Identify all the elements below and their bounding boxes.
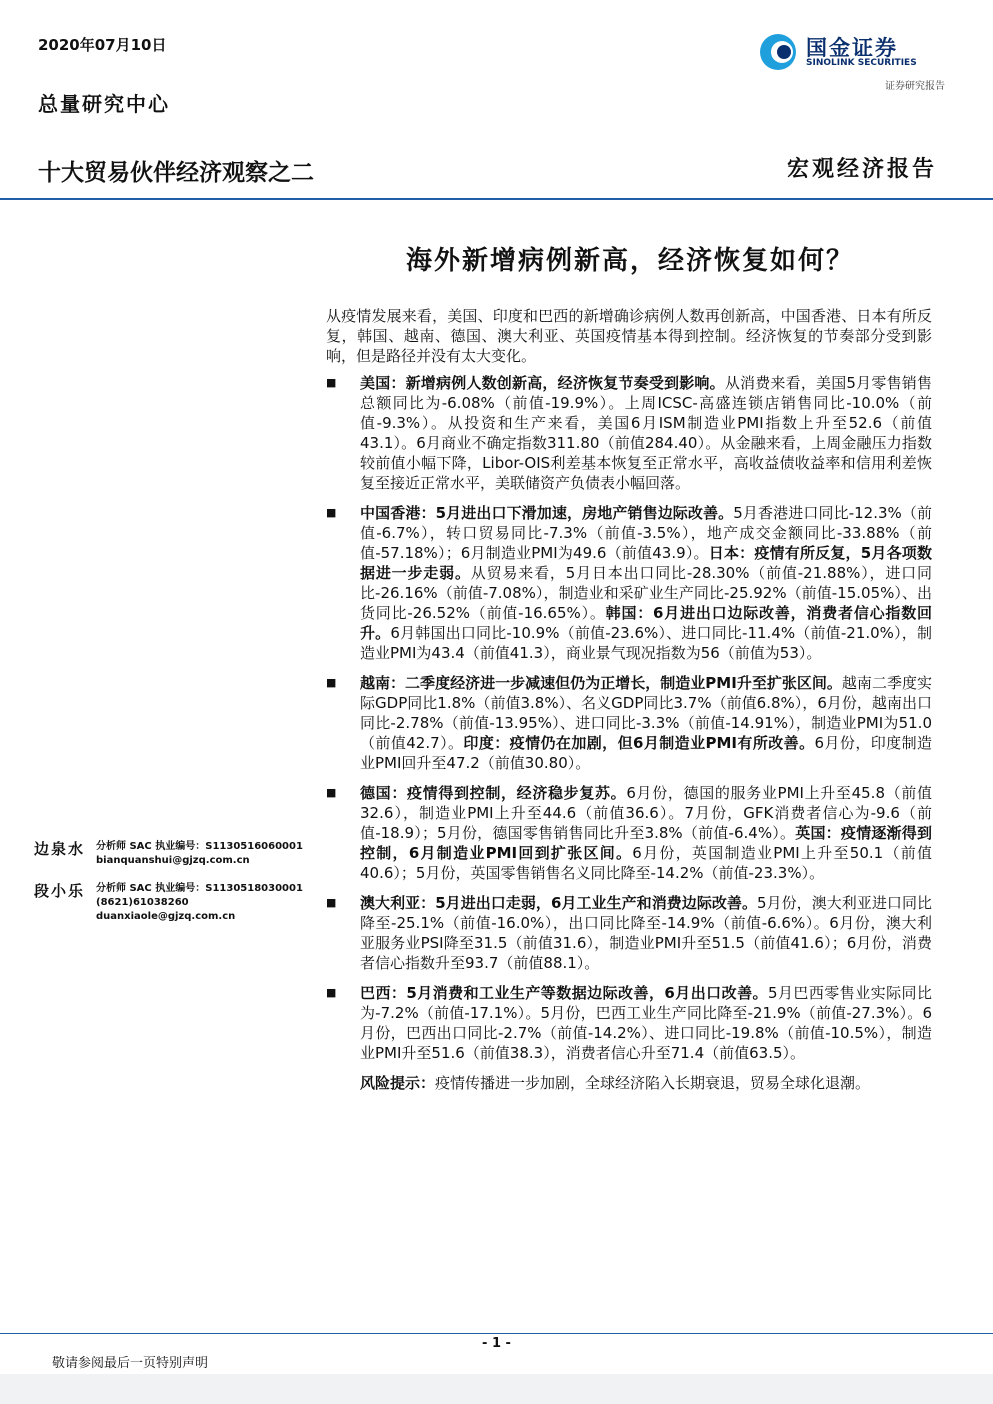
- analyst-contact: duanxiaole@gjzq.com.cn: [96, 911, 236, 922]
- department-name: 总量研究中心: [38, 92, 170, 116]
- bullet-body: 5月巴西零售业实际同比为-7.2%（前值-17.1%）。5月份，巴西工业生产同比降至-21.9%（前值-27.3%）。6月份，巴西出口同比-2.7%（前值-14.2%）、进口同比-19.8%（前值-10.5%），制造业PMI升至51.6（前值38.3），消费者信心升至71.4（前值63.5）。: [360, 984, 932, 1062]
- analyst-entry: [34, 840, 319, 868]
- bullet-heading: 德国：疫情得到控制，经济稳步复苏。: [360, 784, 627, 802]
- bullet-square-icon: ■: [326, 786, 337, 799]
- bullet-square-icon: ■: [326, 896, 337, 909]
- bullet-heading: 越南：二季度经济进一步减速但仍为正增长，制造业PMI升至扩张区间。: [360, 674, 842, 692]
- report-type: 宏观经济报告: [786, 157, 937, 182]
- bullet-item: [326, 673, 932, 773]
- logo-text-en: SINOLINK SECURITIES: [806, 58, 917, 68]
- header-divider: [0, 198, 993, 200]
- bullet-item: [326, 783, 932, 883]
- report-category-label: 证券研究报告: [885, 81, 945, 92]
- report-date: 2020年07月10日: [38, 36, 167, 54]
- bullet-text: [360, 783, 932, 883]
- report-body: [326, 306, 932, 1093]
- bullet-body: 从贸易来看，5月日本出口同比-28.30%（前值-21.88%），进口同比-26.16%（前值-7.08%），制造业和采矿业生产同比-25.92%（前值-15.05%）、出货同比-26.52%（前值-16.65%）。: [360, 564, 932, 622]
- bullet-item: [326, 503, 932, 663]
- bullet-body: 5月香港进口同比-12.3%（前值-6.7%），转口贸易同比-7.3%（前值-3.5%），地产成交金额同比-33.88%（前值-57.18%）；6月制造业PMI为49.6（前值43.9）。: [360, 504, 932, 562]
- bullet-heading: 印度：疫情仍在加剧，但6月制造业PMI有所改善。: [463, 734, 815, 752]
- bullet-body: 6月韩国出口同比-10.9%（前值-23.6%）、进口同比-11.4%（前值-21.0%），制造业PMI为43.4（前值41.3），商业景气现况指数为56（前值为53）。: [360, 624, 932, 662]
- bullet-text: [360, 893, 932, 973]
- bullet-square-icon: ■: [326, 376, 337, 389]
- bullet-heading: 巴西：5月消费和工业生产等数据边际改善，6月出口改善。: [360, 984, 768, 1002]
- disclaimer: 敬请参阅最后一页特别声明: [52, 1356, 209, 1371]
- series-title: 十大贸易伙伴经济观察之二: [38, 160, 314, 186]
- intro-paragraph: 从疫情发展来看，美国、印度和巴西的新增确诊病例人数再创新高，中国香港、日本有所反复，韩国、越南、德国、澳大利亚、英国疫情基本得到控制。经济恢复的节奏部分受到影响，但是路径并没有太大变化。: [326, 307, 932, 365]
- analyst-sac-number: 分析师 SAC 执业编号：S1130518030001: [96, 883, 303, 894]
- analyst-details: [96, 882, 319, 924]
- bullet-heading: 日本：疫情有所反复，5月各项数据进一步走弱。: [360, 544, 932, 582]
- bullet-item: [326, 983, 932, 1063]
- bullet-body: 6月份，印度制造业PMI回升至47.2（前值30.80）。: [360, 734, 932, 772]
- bullet-body: 5月份，澳大利亚进口同比降至-25.1%（前值-16.0%），出口同比降至-14.9%（前值-6.6%）。6月份，澳大利亚服务业PSI降至31.5（前值31.6），制造业PMI升至51.5（前值41.6）；6月份，消费者信心指数升至93.7（前值88.1）。: [360, 894, 932, 972]
- analyst-details: [96, 840, 319, 868]
- bullet-heading: 中国香港：5月进出口下滑加速，房地产销售边际改善。: [360, 504, 734, 522]
- analyst-contact: bianquanshui@gjzq.com.cn: [96, 855, 250, 866]
- analyst-panel: [34, 840, 319, 938]
- bullet-heading: 英国：疫情逐渐得到控制，6月制造业PMI回到扩张区间。: [360, 824, 932, 862]
- bullet-body: 从消费来看，美国5月零售销售总额同比为-6.08%（前值-19.9%）。上周ICSC-高盛连锁店销售同比-10.0%（前值-9.3%）。从投资和生产来看，美国6月ISM制造业PMI指数上升至52.6（前值43.1）。6月商业不确定指数311.80（前值284.40）。从金融来看，上周金融压力指数较前值小幅下降，Libor-OIS利差基本恢复至正常水平，高收益债收益率和信用利差恢复至接近正常水平，美联储资产负债表小幅回落。: [360, 374, 932, 492]
- bullet-text: [360, 373, 932, 493]
- analyst-entry: [34, 882, 319, 924]
- bullet-square-icon: ■: [326, 986, 337, 999]
- company-logo: [758, 32, 948, 74]
- bullet-body: 6月份，德国的服务业PMI上升至45.8（前值32.6），制造业PMI上升至44.6（前值36.6）。7月份，GFK消费者信心为-9.6（前值-18.9）；5月份，德国零售销售同比升至3.8%（前值-6.4%）。: [360, 784, 932, 842]
- bullet-text: [360, 673, 932, 773]
- bullet-square-icon: ■: [326, 506, 337, 519]
- risk-text: 疫情传播进一步加剧，全球经济陷入长期衰退，贸易全球化退潮。: [435, 1074, 871, 1092]
- risk-warning: [360, 1073, 932, 1093]
- bullet-list: [326, 373, 932, 1063]
- bullet-item: [326, 373, 932, 493]
- footer-divider: [0, 1333, 993, 1334]
- bullet-heading: 韩国：6月进出口边际改善，消费者信心指数回升。: [360, 604, 932, 642]
- logo-text-cn: 国金证券: [806, 36, 898, 60]
- bullet-text: [360, 983, 932, 1063]
- bottom-bar: [0, 1374, 993, 1404]
- bullet-square-icon: ■: [326, 676, 337, 689]
- bullet-body: 越南二季度实际GDP同比1.8%（前值3.8%）、名义GDP同比3.7%（前值6.8%），6月份，越南出口同比-2.78%（前值-13.95%）、进口同比-3.3%（前值-14.91%），制造业PMI为51.0（前值42.7）。: [360, 674, 932, 752]
- page-title: 海外新增病例新高，经济恢复如何？: [405, 246, 854, 276]
- bullet-heading: 澳大利亚：5月进出口走弱，6月工业生产和消费边际改善。: [360, 894, 757, 912]
- bullet-heading: 美国：新增病例人数创新高，经济恢复节奏受到影响。: [360, 374, 725, 392]
- analyst-name: 段小乐: [34, 882, 86, 900]
- analyst-contact: (8621)61038260: [96, 897, 189, 908]
- risk-label: 风险提示：: [360, 1074, 436, 1092]
- sinolink-logo-icon: [758, 32, 798, 72]
- bullet-item: [326, 893, 932, 973]
- bullet-body: 6月份，英国制造业PMI上升至50.1（前值40.6）；5月份，英国零售销售名义同比降至-14.2%（前值-23.3%）。: [360, 844, 932, 882]
- page-number: - 1 -: [482, 1336, 511, 1351]
- analyst-name: 边泉水: [34, 840, 86, 858]
- bullet-text: [360, 503, 932, 663]
- analyst-sac-number: 分析师 SAC 执业编号：S1130516060001: [96, 841, 303, 852]
